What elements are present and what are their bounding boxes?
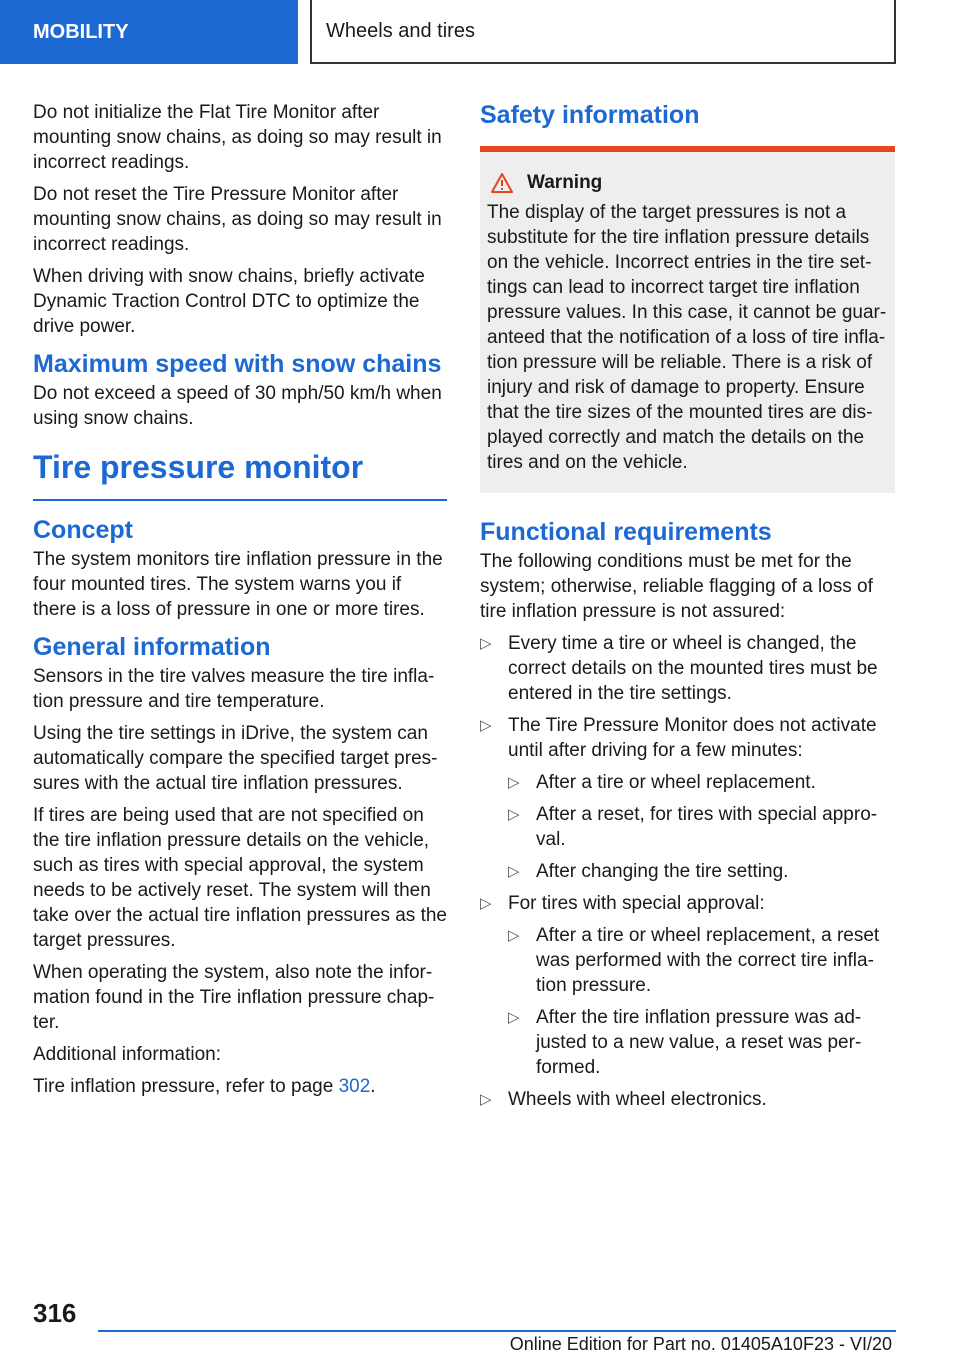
triangle-right-icon: ▷ <box>508 806 520 823</box>
paragraph: The following conditions must be met for the system; otherwise, reliable flagging of a loss of tire inflation pressure is not assured: <box>480 551 873 622</box>
triangle-right-icon: ▷ <box>480 1091 492 1108</box>
chapter-title: Wheels and tires <box>326 19 475 42</box>
paragraph: Do not initialize the Flat Tire Monitor after mounting snow chains, as doing so may result in incorrect readings. <box>33 102 442 173</box>
list-item <box>508 859 895 884</box>
triangle-right-icon: ▷ <box>508 927 520 944</box>
list-item <box>508 923 895 998</box>
list-item-text: Wheels with wheel electronics. <box>508 1089 767 1110</box>
left-column <box>33 100 447 1106</box>
heading-safety-information: Safety information <box>480 101 700 129</box>
paragraph-reference <box>33 1074 447 1099</box>
paragraph: When driving with snow chains, briefly activate Dynamic Traction Control DTC to optimize the drive power. <box>33 266 425 337</box>
heading-general-information: General information <box>33 633 271 661</box>
list-item-text: After a reset, for tires with special appro‐val. <box>536 804 878 850</box>
paragraph: Additional information: <box>33 1044 221 1065</box>
paragraph: When operating the system, also note the infor‐mation found in the Tire inflation pressure chap‐ter. <box>33 962 435 1033</box>
heading-functional-requirements: Functional requirements <box>480 518 772 546</box>
tpm-heading-wrap <box>33 447 447 501</box>
reference-suffix: . <box>370 1076 376 1097</box>
list-item <box>480 891 895 1080</box>
triangle-right-icon: ▷ <box>508 1009 520 1026</box>
page-number: 316 <box>33 1298 77 1328</box>
list-item-text: After changing the tire setting. <box>536 861 789 882</box>
list-item-text: Every time a tire or wheel is changed, the correct details on the mounted tires must be entered in the tire settings. <box>508 633 878 704</box>
right-column <box>480 100 895 1119</box>
heading-tire-pressure-monitor: Tire pressure monitor <box>33 447 447 501</box>
edition-note: Online Edition for Part no. 01405A10F23 - VI/20 <box>509 1334 892 1354</box>
chapter-header <box>310 0 896 64</box>
list-item-text: After a tire or wheel replacement. <box>536 772 816 793</box>
warning-header <box>487 172 887 194</box>
list-item <box>480 631 895 706</box>
section-label: MOBILITY <box>33 20 129 43</box>
triangle-right-icon: ▷ <box>480 895 492 912</box>
sub-list <box>508 770 895 884</box>
list-item <box>508 770 895 795</box>
heading-max-speed: Maximum speed with snow chains <box>33 350 442 378</box>
paragraph: Sensors in the tire valves measure the tire infla‐tion pressure and tire temperature. <box>33 666 435 712</box>
list-item-text: The Tire Pressure Monitor does not activate until after driving for a few minutes: <box>508 715 877 761</box>
triangle-right-icon: ▷ <box>508 863 520 880</box>
heading-concept: Concept <box>33 516 133 544</box>
list-item <box>508 1005 895 1080</box>
warning-text: The display of the target pressures is not a substitute for the tire inflation pressure details on the vehicle. Incorrect entries in the tire set‐tings can lead to incorrect target tire inflation pressure values. In this case, it cannot be guar‐anteed that the notification of a loss of tire infla‐tion pressure will be reliable. There is a risk of injury and risk of damage to property. Ensure that the tire sizes of the mounted tires are dis‐played correctly and match the details on the tires and on the vehicle. <box>487 202 887 473</box>
paragraph: Do not exceed a speed of 30 mph/50 km/h when using snow chains. <box>33 383 442 429</box>
list-item-text: After a tire or wheel replacement, a reset was performed with the correct tire infla‐tion pressure. <box>536 925 880 996</box>
paragraph: Using the tire settings in iDrive, the system can automatically compare the specified target pres‐sures with the actual tire inflation pressures. <box>33 723 438 794</box>
page-link-302[interactable]: 302 <box>338 1076 371 1097</box>
warning-title: Warning <box>527 172 603 193</box>
paragraph: The system monitors tire inflation pressure in the four mounted tires. The system warns you if there is a loss of pressure in one or more tires. <box>33 549 443 620</box>
requirements-list <box>480 631 895 1112</box>
triangle-right-icon: ▷ <box>508 774 520 791</box>
triangle-right-icon: ▷ <box>480 635 492 652</box>
footer-divider <box>98 1330 896 1332</box>
list-item <box>480 713 895 884</box>
list-item-text: For tires with special approval: <box>508 893 765 914</box>
reference-text: Tire inflation pressure, refer to page <box>33 1076 339 1097</box>
section-tab <box>0 0 298 64</box>
sub-list <box>508 923 895 1080</box>
list-item <box>508 802 895 852</box>
list-item <box>480 1087 895 1112</box>
warning-triangle-icon <box>491 173 513 193</box>
list-item-text: After the tire inflation pressure was ad‐justed to a new value, a reset was per‐formed. <box>536 1007 862 1078</box>
paragraph: Do not reset the Tire Pressure Monitor after mounting snow chains, as doing so may result in incorrect readings. <box>33 184 442 255</box>
warning-box <box>480 146 895 493</box>
paragraph: If tires are being used that are not specified on the tire inflation pressure details on the vehicle, such as tires with special approval, the system needs to be actively reset. The system will then take over the actual tire inflation pressures as the target pressures. <box>33 805 448 951</box>
triangle-right-icon: ▷ <box>480 717 492 734</box>
